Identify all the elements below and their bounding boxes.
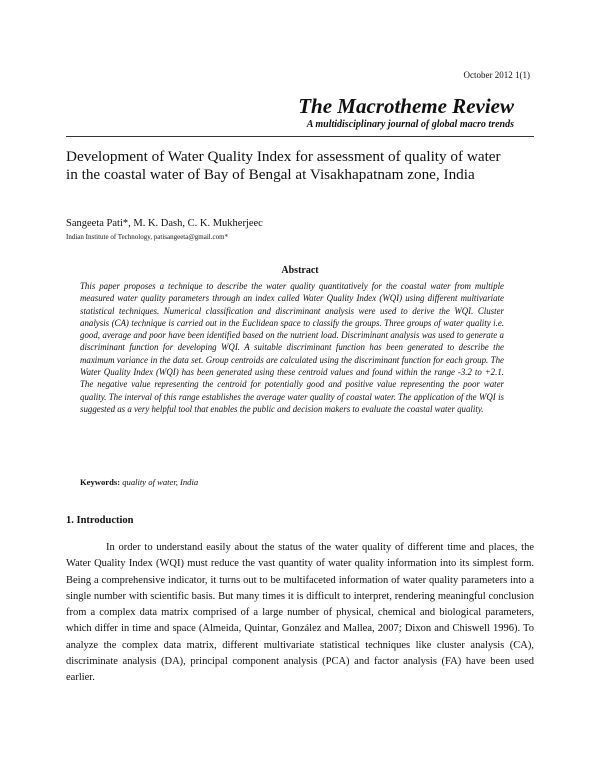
introduction-paragraph: In order to understand easily about the status of the water quality of different time and places, the Water Quality Index (WQI) must reduce the vast quantity of water quality information into its simplest form. Being a comprehensive indicator, it turns out to be multifaceted information of water quality parameters into a single number with scientific basis. But many times it is difficult to interpret, rendering meaningful conclusion from a complex data matrix comprised of a large number of physical, chemical and biological parameters, which differ in time and space (Almeida, Quintar, González and Mallea, 2007; Dixon and Chiswell 1996). To analyze the complex data matrix, different multivariate statistical techniques like cluster analysis (CA), discriminate analysis (DA), principal component analysis (PCA) and factor analysis (FA) have been used earlier. [66,542,534,684]
paper-affiliation: Indian Institute of Technology, patisangeeta@gmail.com* [66,233,229,241]
abstract-heading: Abstract [281,265,319,276]
keywords-value: quality of water, India [120,477,199,487]
keywords-label: Keywords: [80,477,121,487]
issue-label: October 2012 1(1) [463,70,530,80]
journal-subtitle: A multidisciplinary journal of global macro trends [306,119,514,130]
abstract-text: This paper proposes a technique to describe the water quality quantitatively for the coastal water from multiple measured water quality parameters through an index called Water Quality Index (WQI) using different multivariate statistical techniques. Numerical classification and discriminant analysis were used to derive the WQI. Cluster analysis (CA) technique is carried out in the Euclidean space to classify the groups. Three groups of water quality i.e. good, average and poor have been identified based on the nutrient load. Discriminant analysis was used to generate a discriminant function for developing WQI. A suitable discriminant function has been generated to describe the maximum variance in the data set. Group centroids are calculated using the discriminant function for each group. The Water Quality Index (WQI) has been generated using these centroid values and found within the range -3.2 to +2.1. The negative value representing the centroid for potentially good and positive value representing the poor water quality. The interval of this range establishes the average water quality of coastal water. The application of the WQI is suggested as a very helpful tool that enables the public and decision makers to evaluate the coastal water quality. [80,281,504,414]
keywords-line [80,477,198,487]
paper-authors: Sangeeta Pati*, M. K. Dash, C. K. Mukherjeec [66,218,263,229]
paper-title: Development of Water Quality Index for assessment of quality of water in the coastal water of Bay of Bengal at Visakhapatnam zone, India [66,148,501,183]
journal-title: The Macrotheme Review [298,94,514,118]
header-divider [66,136,534,137]
section-heading-introduction: 1. Introduction [66,515,134,526]
